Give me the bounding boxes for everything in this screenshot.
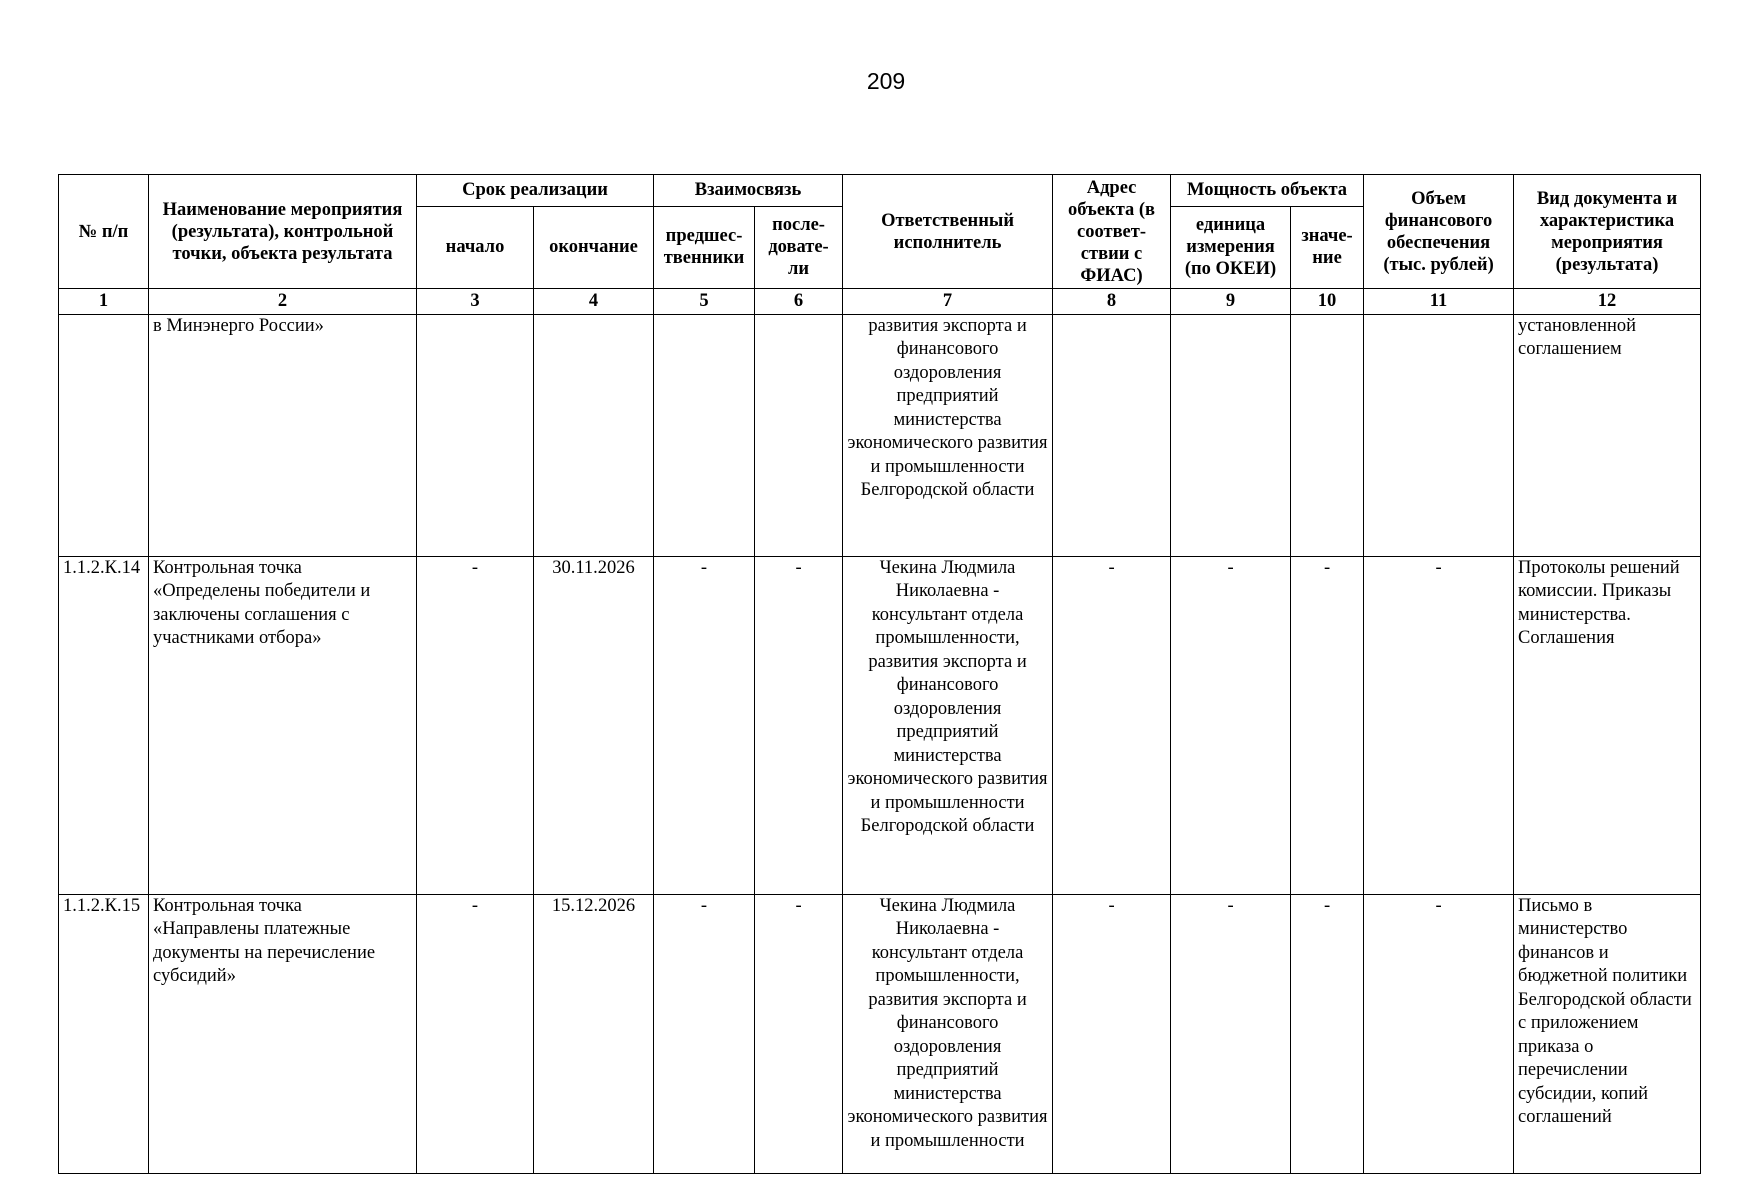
row-finance [1364, 314, 1514, 556]
row-number: 1.1.2.К.15 [59, 894, 149, 1173]
header-link-group: Взаимосвязь [654, 175, 843, 207]
column-number: 11 [1364, 289, 1514, 314]
column-number: 8 [1053, 289, 1171, 314]
row-address: - [1053, 894, 1171, 1173]
row-unit: - [1171, 556, 1291, 894]
row-end [534, 314, 654, 556]
column-number: 3 [417, 289, 534, 314]
row-start: - [417, 556, 534, 894]
row-doc: установленной соглашением [1514, 314, 1701, 556]
row-finance: - [1364, 894, 1514, 1173]
row-end: 15.12.2026 [534, 894, 654, 1173]
table-row [59, 314, 1701, 556]
row-unit [1171, 314, 1291, 556]
column-number: 10 [1291, 289, 1364, 314]
row-pred: - [654, 556, 755, 894]
row-executor: Чекина Людмила Николаевна - консультант отдела промышленности, развития экспорта и финансового оздоровления предприятий министерства экономического развития и промышленности [843, 894, 1053, 1173]
column-number: 2 [149, 289, 417, 314]
column-number: 5 [654, 289, 755, 314]
header-doc: Вид документа и характеристика мероприятия (результата) [1514, 175, 1701, 289]
plan-table [58, 174, 1701, 1174]
header-capacity-group: Мощность объекта [1171, 175, 1364, 207]
header-num: № п/п [59, 175, 149, 289]
column-number: 12 [1514, 289, 1701, 314]
header-succ: после-довате-ли [755, 206, 843, 289]
row-number [59, 314, 149, 556]
row-address [1053, 314, 1171, 556]
header-row-1 [59, 175, 1701, 207]
row-doc: Протоколы решений комиссии. Приказы министерства. Соглашения [1514, 556, 1701, 894]
row-name: Контрольная точка «Направлены платежные документы на перечисление субсидий» [149, 894, 417, 1173]
row-number: 1.1.2.К.14 [59, 556, 149, 894]
row-start [417, 314, 534, 556]
header-executor: Ответственный исполнитель [843, 175, 1053, 289]
row-value [1291, 314, 1364, 556]
header-pred: предшес-твенники [654, 206, 755, 289]
row-pred [654, 314, 755, 556]
header-start: начало [417, 206, 534, 289]
row-succ: - [755, 556, 843, 894]
row-address: - [1053, 556, 1171, 894]
header-value: значе-ние [1291, 206, 1364, 289]
row-name: Контрольная точка «Определены победители и заключены соглашения с участниками отбора» [149, 556, 417, 894]
column-number: 1 [59, 289, 149, 314]
row-executor: развития экспорта и финансового оздоровления предприятий министерства экономического развития и промышленности Белгородской области [843, 314, 1053, 556]
header-finance: Объем финансового обеспечения (тыс. рублей) [1364, 175, 1514, 289]
column-number: 6 [755, 289, 843, 314]
header-name: Наименование мероприятия (результата), контрольной точки, объекта результата [149, 175, 417, 289]
row-executor: Чекина Людмила Николаевна - консультант отдела промышленности, развития экспорта и финансового оздоровления предприятий министерства экономического развития и промышленности Белгородской области [843, 556, 1053, 894]
row-start: - [417, 894, 534, 1173]
row-unit: - [1171, 894, 1291, 1173]
row-value: - [1291, 556, 1364, 894]
table-row [59, 556, 1701, 894]
column-number: 9 [1171, 289, 1291, 314]
row-end: 30.11.2026 [534, 556, 654, 894]
column-number: 4 [534, 289, 654, 314]
row-pred: - [654, 894, 755, 1173]
row-succ: - [755, 894, 843, 1173]
header-unit: единица измерения (по ОКЕИ) [1171, 206, 1291, 289]
row-doc: Письмо в министерство финансов и бюджетной политики Белгородской области с приложением приказа о перечислении субсидии, копий соглашений [1514, 894, 1701, 1173]
column-numbers-row [59, 289, 1701, 314]
column-number: 7 [843, 289, 1053, 314]
page-number: 209 [866, 68, 906, 94]
row-value: - [1291, 894, 1364, 1173]
row-succ [755, 314, 843, 556]
header-term-group: Срок реализации [417, 175, 654, 207]
row-name: в Минэнерго России» [149, 314, 417, 556]
header-address: Адрес объекта (в соответ-ствии с ФИАС) [1053, 175, 1171, 289]
row-finance: - [1364, 556, 1514, 894]
header-end: окончание [534, 206, 654, 289]
table-row [59, 894, 1701, 1173]
